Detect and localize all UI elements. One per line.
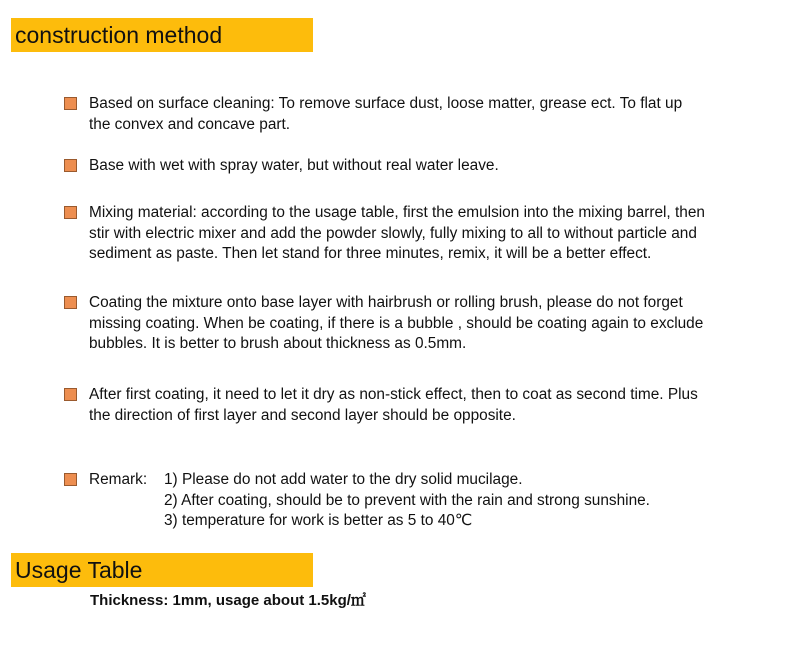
usage-table-header: Usage Table bbox=[11, 553, 313, 587]
list-item-text: Mixing material: according to the usage table, first the emulsion into the mixing barrel, then stir with electric mixer and add the powder slowly, fully mixing to all to without particle and sediment as paste. Then let stand for three minutes, remix, it will be a better effect. bbox=[89, 204, 705, 262]
square-bullet-icon bbox=[64, 388, 77, 401]
thickness-usage-text: Thickness: 1mm, usage about 1.5kg/㎡ bbox=[90, 592, 366, 609]
list-item-text: Coating the mixture onto base layer with hairbrush or rolling brush, please do not forget missing coating. When be coating, if there is a bubble , should be coating again to exclude bubbles. It is better to brush about thickness as 0.5mm. bbox=[89, 294, 704, 352]
remark-line: 2) After coating, should be to prevent with the rain and strong sunshine. bbox=[164, 491, 650, 509]
remark-line: 3) temperature for work is better as 5 to 40℃ bbox=[164, 512, 473, 529]
construction-method-header: construction method bbox=[11, 18, 313, 52]
list-item-text: After first coating, it need to let it dry as non-stick effect, then to coat as second time. Plus the direction of first layer and second layer should be opposite. bbox=[89, 386, 698, 424]
list-item-text: Base with wet with spray water, but without real water leave. bbox=[89, 157, 499, 174]
square-bullet-icon bbox=[64, 473, 77, 486]
list-item-text: Based on surface cleaning: To remove surface dust, loose matter, grease ect. To flat up the convex and concave part. bbox=[89, 95, 683, 133]
remark-line: 1) Please do not add water to the dry solid mucilage. bbox=[164, 471, 523, 488]
remark-lines bbox=[164, 470, 784, 532]
square-bullet-icon bbox=[64, 206, 77, 219]
remark-label: Remark: bbox=[89, 471, 148, 488]
square-bullet-icon bbox=[64, 97, 77, 110]
square-bullet-icon bbox=[64, 296, 77, 309]
square-bullet-icon bbox=[64, 159, 77, 172]
